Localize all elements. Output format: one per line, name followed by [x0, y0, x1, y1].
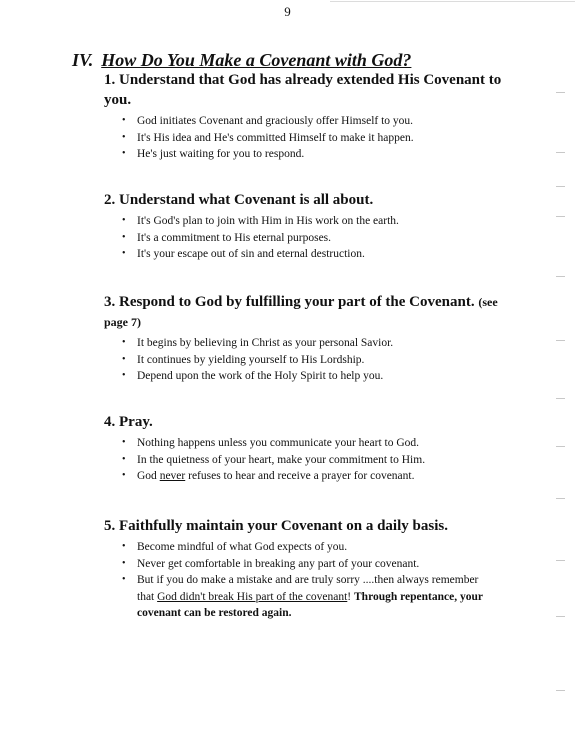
list-item	[122, 539, 524, 556]
list-item	[122, 468, 524, 485]
section-title: 1. Understand that God has already extended His Covenant to you.	[104, 72, 502, 108]
bullet-icon: •	[122, 337, 126, 348]
page-number: 9	[284, 4, 291, 19]
list-item	[122, 113, 524, 130]
margin-mark	[556, 690, 565, 691]
section-5	[104, 516, 524, 622]
list-item	[122, 452, 524, 469]
list-item	[122, 352, 524, 369]
list-item-text: He's just waiting for you to respond.	[137, 148, 305, 160]
section-title	[104, 292, 524, 332]
section-title-text: 3. Respond to God by fulfilling your part of the Covenant.	[104, 294, 475, 310]
margin-mark	[556, 276, 565, 277]
margin-mark	[556, 498, 565, 499]
scan-edge-line	[330, 1, 575, 2]
section-title: 2. Understand what Covenant is all about.	[104, 192, 374, 208]
margin-mark	[556, 152, 565, 153]
bullet-icon: •	[122, 574, 126, 585]
bullet-icon: •	[122, 148, 126, 159]
list-item	[122, 556, 524, 573]
list-item-text: It begins by believing in Christ as your personal Savior.	[137, 337, 394, 349]
list-item-text: refuses to hear and receive a prayer for covenant.	[185, 470, 415, 482]
list-item-text: It continues by yielding yourself to His Lordship.	[137, 353, 365, 366]
margin-mark	[556, 560, 565, 561]
list-item-text: It's God's plan to join with Him in His work on the earth.	[137, 215, 399, 227]
margin-mark	[556, 92, 565, 93]
section-title: 5. Faithfully maintain your Covenant on a daily basis.	[104, 518, 448, 534]
list-item-text: In the quietness of your heart, make your commitment to Him.	[137, 453, 426, 466]
bullet-list	[104, 335, 524, 385]
bullet-icon: •	[122, 231, 126, 243]
margin-mark	[556, 446, 565, 447]
list-item-text: Depend upon the work of the Holy Spirit to help you.	[137, 370, 384, 382]
margin-mark	[556, 186, 565, 187]
bullet-icon: •	[122, 437, 126, 448]
list-item	[122, 368, 524, 385]
heading-numeral: IV.	[72, 50, 94, 70]
list-item	[122, 335, 524, 352]
list-item-text: !	[347, 590, 355, 603]
bullet-icon: •	[122, 115, 126, 126]
list-item	[122, 146, 524, 163]
bullet-icon: •	[122, 248, 126, 259]
list-item-text: It's His idea and He's committed Himself to make it happen.	[137, 131, 414, 144]
see-page-note: (see page 7)	[104, 295, 498, 329]
list-item-text: It's your escape out of sin and eternal destruction.	[137, 248, 365, 260]
list-item	[122, 246, 524, 263]
list-item	[122, 130, 524, 147]
list-item-text: God	[137, 470, 160, 482]
margin-mark	[556, 398, 565, 399]
emphasis-never: never	[159, 470, 186, 482]
list-item-text: Never get comfortable in breaking any part of your covenant.	[137, 557, 420, 570]
margin-mark	[556, 616, 565, 617]
list-item	[122, 230, 524, 247]
bullet-icon: •	[122, 370, 126, 381]
section-heading	[72, 50, 411, 71]
margin-mark	[556, 216, 565, 217]
section-title: 4. Pray.	[104, 414, 153, 430]
bold-phrase: Through repentance, your covenant can be restored again.	[137, 590, 483, 619]
list-item	[122, 572, 524, 622]
list-item-text: Become mindful of what God expects of you.	[137, 541, 348, 553]
scan-margin-marks	[545, 0, 575, 744]
bullet-list	[104, 435, 524, 485]
list-item	[122, 213, 524, 230]
bullet-list	[104, 539, 524, 622]
bullet-list	[104, 213, 524, 263]
bullet-icon: •	[122, 353, 126, 365]
underlined-phrase: God didn't break His part of the covenant	[157, 590, 348, 603]
list-item-text: It's a commitment to His eternal purposes.	[137, 231, 332, 244]
margin-mark	[556, 340, 565, 341]
heading-text: How Do You Make a Covenant with God?	[101, 50, 412, 70]
section-1	[104, 70, 524, 163]
section-2	[104, 190, 524, 263]
bullet-list	[104, 113, 524, 163]
bullet-icon: •	[122, 557, 126, 569]
bullet-icon: •	[122, 470, 126, 481]
list-item-text: God initiates Covenant and graciously offer Himself to you.	[137, 115, 414, 127]
bullet-icon: •	[122, 541, 126, 552]
section-3	[104, 292, 524, 385]
list-item-text: But if you do make a mistake and are truly sorry ....then always remember that	[137, 574, 479, 603]
bullet-icon: •	[122, 131, 126, 143]
bullet-icon: •	[122, 453, 126, 465]
list-item-text: Nothing happens unless you communicate your heart to God.	[137, 437, 420, 449]
list-item	[122, 435, 524, 452]
section-4	[104, 412, 524, 485]
bullet-icon: •	[122, 215, 126, 226]
